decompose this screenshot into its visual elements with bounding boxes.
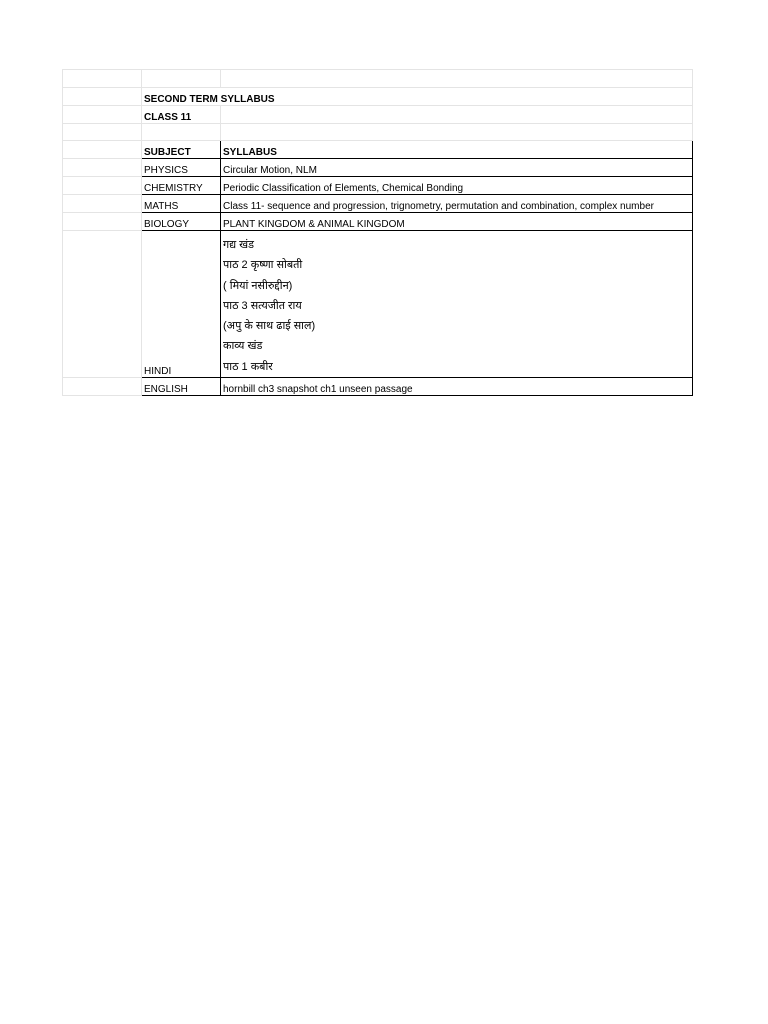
empty-row — [63, 70, 693, 88]
hindi-line: (अपु के साथ ढाई साल) — [223, 320, 316, 333]
cell[interactable] — [63, 378, 142, 396]
table-row — [63, 378, 693, 396]
table-row — [63, 213, 693, 231]
cell[interactable] — [221, 70, 693, 88]
sheet-title[interactable]: SECOND TERM SYLLABUS — [142, 88, 693, 106]
subject-header[interactable]: SUBJECT — [142, 141, 221, 159]
subject-cell[interactable]: HINDI — [142, 231, 221, 378]
syllabus-cell[interactable]: hornbill ch3 snapshot ch1 unseen passage — [221, 378, 693, 396]
subject-cell[interactable]: MATHS — [142, 195, 221, 213]
cell[interactable] — [63, 195, 142, 213]
table-row — [63, 177, 693, 195]
hindi-line: गद्य खंड — [223, 238, 255, 251]
syllabus-cell[interactable]: Circular Motion, NLM — [221, 159, 693, 177]
cell[interactable] — [63, 159, 142, 177]
cell[interactable] — [63, 213, 142, 231]
subject-cell[interactable]: BIOLOGY — [142, 213, 221, 231]
subject-cell[interactable]: PHYSICS — [142, 159, 221, 177]
cell[interactable] — [142, 70, 221, 88]
header-row — [63, 141, 693, 159]
syllabus-header[interactable]: SYLLABUS — [221, 141, 693, 159]
subject-cell[interactable]: CHEMISTRY — [142, 177, 221, 195]
hindi-line: ( मियां नसीरुद्दीन) — [223, 279, 293, 292]
syllabus-cell[interactable]: Class 11- sequence and progression, trignometry, permutation and combination, complex number — [221, 195, 693, 213]
hindi-line: काव्य खंड — [223, 340, 263, 353]
hindi-line: पाठ 1 कबीर — [223, 360, 273, 373]
cell[interactable] — [142, 124, 221, 141]
table-row — [63, 159, 693, 177]
empty-row — [63, 124, 693, 141]
cell[interactable] — [221, 124, 693, 141]
hindi-line: पाठ 3 सत्यजीत राय — [223, 299, 302, 312]
cell[interactable] — [63, 124, 142, 141]
syllabus-sheet — [62, 69, 693, 396]
cell[interactable] — [63, 88, 142, 106]
class-row — [63, 106, 693, 124]
hindi-line: पाठ 2 कृष्णा सोबती — [223, 259, 303, 272]
cell[interactable] — [63, 231, 142, 378]
cell[interactable] — [63, 106, 142, 124]
class-label[interactable]: CLASS 11 — [142, 106, 221, 124]
title-row — [63, 88, 693, 106]
syllabus-cell[interactable]: PLANT KINGDOM & ANIMAL KINGDOM — [221, 213, 693, 231]
table-row — [63, 195, 693, 213]
cell[interactable] — [221, 106, 693, 124]
cell[interactable] — [63, 70, 142, 88]
hindi-row — [63, 231, 693, 378]
hindi-syllabus-cell[interactable] — [221, 231, 693, 378]
syllabus-cell[interactable]: Periodic Classification of Elements, Chemical Bonding — [221, 177, 693, 195]
cell[interactable] — [63, 177, 142, 195]
cell[interactable] — [63, 141, 142, 159]
subject-cell[interactable]: ENGLISH — [142, 378, 221, 396]
